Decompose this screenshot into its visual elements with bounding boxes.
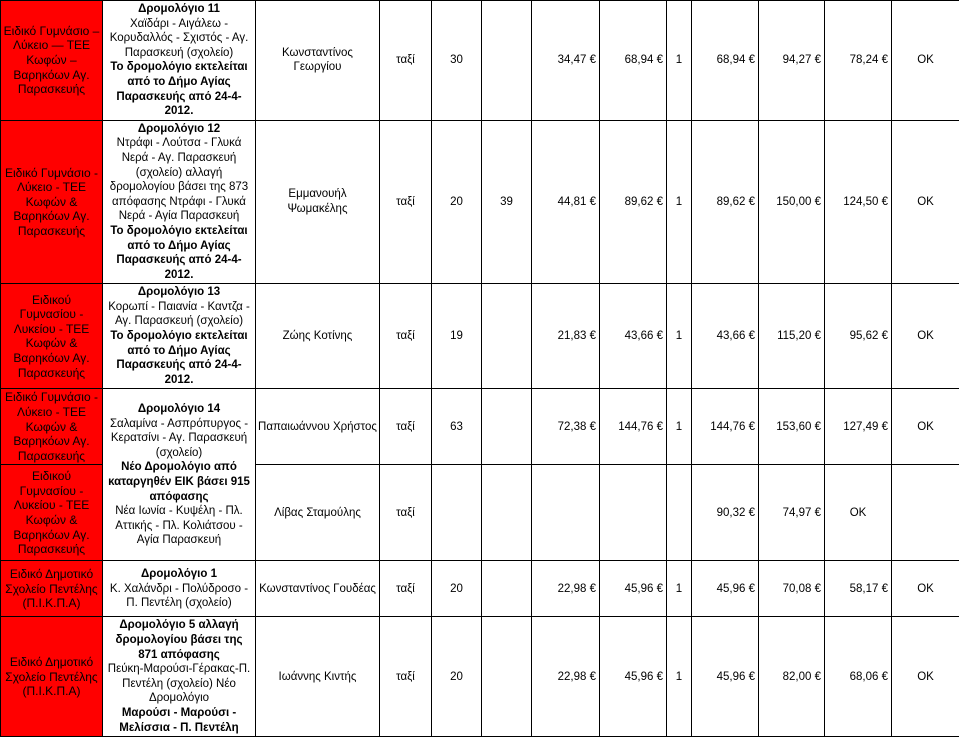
vehicle-type: ταξί xyxy=(380,561,432,617)
amount: 34,47 xyxy=(558,54,587,66)
route-stops: Σαλαμίνα - Ασπρόπυργος - Κερατσίνι - Αγ. Παρασκευή (σχολείο) xyxy=(105,417,253,461)
school-cell: Ειδικό Γυμνάσιο - Λύκειο - ΤΕΕ Κωφών & Βαρηκόων Αγ. Παρασκευής xyxy=(1,120,103,284)
amount: 115,20 xyxy=(777,330,811,342)
euro-sign: € xyxy=(653,330,663,342)
vehicle-type: ταξί xyxy=(380,617,432,737)
students xyxy=(482,284,532,389)
euro-sign: € xyxy=(745,196,755,208)
euro-sign: € xyxy=(745,583,755,595)
driver-name: Εμμανουήλ Ψωμακέλης xyxy=(256,120,380,284)
empty-cell xyxy=(600,465,667,561)
amount: 22,98 xyxy=(558,671,587,683)
route-note: Δρομολόγιο 11 xyxy=(105,2,253,17)
vehicle-type: ταξί xyxy=(380,389,432,465)
route-description xyxy=(103,120,256,284)
amount: 44,81 xyxy=(558,196,587,208)
driver-name: Παπαιωάννου Χρήστος xyxy=(256,389,380,465)
driver-name: Λίβας Σταμούλης xyxy=(256,465,380,561)
empty-cell xyxy=(432,465,482,561)
final-price xyxy=(759,465,825,561)
offer-price xyxy=(759,1,825,121)
total-cost xyxy=(692,561,759,617)
empty-cell xyxy=(667,465,692,561)
route-description xyxy=(103,561,256,617)
table-row xyxy=(1,120,959,284)
status: ΟΚ xyxy=(892,561,959,617)
offer-price xyxy=(759,561,825,617)
euro-sign: € xyxy=(811,671,821,683)
offer-price xyxy=(759,284,825,389)
trips: 1 xyxy=(667,389,692,465)
daily-cost xyxy=(600,389,667,465)
trips: 1 xyxy=(667,617,692,737)
trips: 1 xyxy=(667,561,692,617)
table-row xyxy=(1,284,959,389)
trips: 1 xyxy=(667,284,692,389)
euro-sign: € xyxy=(653,421,663,433)
seats: 63 xyxy=(432,389,482,465)
offer-price xyxy=(759,120,825,284)
amount: 68,06 xyxy=(850,671,879,683)
euro-sign: € xyxy=(811,196,821,208)
euro-sign: € xyxy=(878,330,888,342)
route-note: Το δρομολόγιο εκτελείται από το Δήμο Αγίας Παρασκευής από 24-4-2012. xyxy=(105,60,253,118)
amount: 144,76 xyxy=(710,421,745,433)
amount: 89,62 xyxy=(717,196,746,208)
route-stops: Νέα Ιωνία - Κυψέλη - Πλ. Αττικής - Πλ. Κολιάτσου - Αγία Παρασκευή xyxy=(105,504,253,548)
euro-sign: € xyxy=(811,583,821,595)
table-row xyxy=(1,561,959,617)
amount: 150,00 xyxy=(776,196,811,208)
route-note: Το δρομολόγιο εκτελείται από το Δήμο Αγίας Παρασκευής από 24-4-2012. xyxy=(105,224,253,282)
euro-sign: € xyxy=(878,54,888,66)
euro-sign: € xyxy=(878,196,888,208)
route-note: Νέο Δρομολόγιο από καταργηθέν ΕΙΚ βάσει 915 απόφασης xyxy=(105,460,253,504)
route-stops: Ντράφι - Λούτσα - Γλυκά Νερά - Αγ. Παρασκευή (σχολείο) αλλαγή δρομολογίου βάσει της 873 απόφασης Ντράφι - Γλυκά Νερά - Αγία Παρασκευή xyxy=(105,136,253,224)
euro-sign: € xyxy=(878,671,888,683)
students xyxy=(482,561,532,617)
euro-sign: € xyxy=(811,421,821,433)
amount: 127,49 xyxy=(843,421,878,433)
route-note: Δρομολόγιο 12 xyxy=(105,122,253,137)
euro-sign: € xyxy=(653,196,663,208)
euro-sign: € xyxy=(745,507,755,519)
empty-cell xyxy=(532,465,600,561)
daily-cost xyxy=(600,120,667,284)
euro-sign: € xyxy=(878,421,888,433)
amount: 70,08 xyxy=(783,583,812,595)
cost-per-trip xyxy=(532,1,600,121)
euro-sign: € xyxy=(811,330,821,342)
amount: 144,76 xyxy=(618,421,653,433)
euro-sign: € xyxy=(653,54,663,66)
driver-name: Ιωάννης Κιντής xyxy=(256,617,380,737)
route-description xyxy=(103,389,256,561)
offer-price xyxy=(692,465,759,561)
vehicle-type: ταξί xyxy=(380,465,432,561)
trips: 1 xyxy=(667,120,692,284)
students: 39 xyxy=(482,120,532,284)
status: ΟΚ xyxy=(892,120,959,284)
daily-cost xyxy=(600,284,667,389)
empty-cell xyxy=(482,465,532,561)
route-description xyxy=(103,617,256,737)
total-cost xyxy=(692,120,759,284)
amount: 45,96 xyxy=(625,671,654,683)
route-note: Το δρομολόγιο εκτελείται από το Δήμο Αγίας Παρασκευής από 24-4-2012. xyxy=(105,329,253,387)
euro-sign: € xyxy=(653,583,663,595)
total-cost xyxy=(692,1,759,121)
amount: 89,62 xyxy=(625,196,654,208)
cost-per-trip xyxy=(532,120,600,284)
amount: 90,32 xyxy=(717,507,746,519)
cost-per-trip xyxy=(532,284,600,389)
amount: 21,83 xyxy=(558,330,587,342)
status: ΟΚ xyxy=(892,284,959,389)
students xyxy=(482,1,532,121)
amount: 45,96 xyxy=(625,583,654,595)
final-price xyxy=(825,617,892,737)
driver-name: Ζώης Κοτίνης xyxy=(256,284,380,389)
amount: 68,94 xyxy=(717,54,746,66)
school-cell: Ειδικού Γυμνασίου - Λυκείου - ΤΕΕ Κωφών & Βαρηκόων Αγ. Παρασκευής xyxy=(1,284,103,389)
status: ΟΚ xyxy=(825,465,892,561)
euro-sign: € xyxy=(745,330,755,342)
route-note: Δρομολόγιο 5 αλλαγή δρομολογίου βάσει της 871 απόφασης xyxy=(105,618,253,662)
total-cost xyxy=(692,284,759,389)
seats: 20 xyxy=(432,561,482,617)
school-cell: Ειδικό Γυμνάσιο - Λύκειο - ΤΕΕ Κωφών & Βαρηκόων Αγ. Παρασκευής xyxy=(1,389,103,465)
amount: 22,98 xyxy=(558,583,587,595)
amount: 43,66 xyxy=(625,330,654,342)
amount: 78,24 xyxy=(850,54,879,66)
seats: 20 xyxy=(432,617,482,737)
euro-sign: € xyxy=(586,330,596,342)
route-stops: Χαϊδάρι - Αιγάλεω - Κορυδαλλός - Σχιστός - Αγ. Παρασκευή (σχολείο) xyxy=(105,17,253,61)
school-cell: Ειδικού Γυμνασίου - Λυκείου - ΤΕΕ Κωφών & Βαρηκόων Αγ. Παρασκευής xyxy=(1,465,103,561)
driver-name: Κωνσταντίνος Γεωργίου xyxy=(256,1,380,121)
euro-sign: € xyxy=(878,583,888,595)
final-price xyxy=(825,120,892,284)
euro-sign: € xyxy=(586,421,596,433)
amount: 74,97 xyxy=(783,507,812,519)
final-price xyxy=(825,1,892,121)
seats: 30 xyxy=(432,1,482,121)
amount: 94,27 xyxy=(783,54,812,66)
amount: 124,50 xyxy=(843,196,878,208)
daily-cost xyxy=(600,617,667,737)
daily-cost xyxy=(600,561,667,617)
route-description xyxy=(103,1,256,121)
route-note: Δρομολόγιο 1 xyxy=(105,567,253,582)
school-cell: Ειδικό Δημοτικό Σχολείο Πεντέλης (Π.Ι.Κ.Π.Α) xyxy=(1,561,103,617)
euro-sign: € xyxy=(811,54,821,66)
route-note: Δρομολόγιο 14 xyxy=(105,402,253,417)
amount: 72,38 xyxy=(558,421,587,433)
euro-sign: € xyxy=(586,54,596,66)
euro-sign: € xyxy=(745,421,755,433)
total-cost xyxy=(692,389,759,465)
amount: 45,96 xyxy=(717,583,746,595)
amount: 58,17 xyxy=(850,583,879,595)
total-cost xyxy=(692,617,759,737)
amount: 82,00 xyxy=(783,671,812,683)
route-stops: Κ. Χαλάνδρι - Πολύδροσο - Π. Πεντέλη (σχολείο) xyxy=(105,582,253,611)
driver-name: Κωνσταντίνος Γουδέας xyxy=(256,561,380,617)
amount: 43,66 xyxy=(717,330,746,342)
route-description xyxy=(103,284,256,389)
euro-sign: € xyxy=(745,671,755,683)
route-note: Μαρούσι - Μαρούσι - Μελίσσια - Π. Πεντέλη xyxy=(105,706,253,735)
vehicle-type: ταξί xyxy=(380,120,432,284)
cost-per-trip xyxy=(532,617,600,737)
table-row xyxy=(1,389,959,465)
table-row xyxy=(1,617,959,737)
route-stops: Πεύκη-Μαρούσι-Γέρακας-Π. Πεντέλη (σχολείο) Νέο Δρομολόγιο xyxy=(105,662,253,706)
students xyxy=(482,389,532,465)
school-cell: Ειδικό Δημοτικό Σχολείο Πεντέλης (Π.Ι.Κ.Π.Α) xyxy=(1,617,103,737)
final-price xyxy=(825,284,892,389)
euro-sign: € xyxy=(586,196,596,208)
students xyxy=(482,617,532,737)
final-price xyxy=(825,389,892,465)
status: ΟΚ xyxy=(892,1,959,121)
status: ΟΚ xyxy=(892,389,959,465)
cost-per-trip xyxy=(532,561,600,617)
seats: 20 xyxy=(432,120,482,284)
euro-sign: € xyxy=(811,507,821,519)
trips: 1 xyxy=(667,1,692,121)
amount: 45,96 xyxy=(717,671,746,683)
final-price xyxy=(825,561,892,617)
daily-cost xyxy=(600,1,667,121)
amount: 95,62 xyxy=(850,330,879,342)
euro-sign: € xyxy=(586,671,596,683)
amount: 68,94 xyxy=(625,54,654,66)
seats: 19 xyxy=(432,284,482,389)
vehicle-type: ταξί xyxy=(380,1,432,121)
amount: 153,60 xyxy=(776,421,811,433)
table-row xyxy=(1,1,959,121)
euro-sign: € xyxy=(653,671,663,683)
status: ΟΚ xyxy=(892,617,959,737)
offer-price xyxy=(759,389,825,465)
cost-per-trip xyxy=(532,389,600,465)
vehicle-type: ταξί xyxy=(380,284,432,389)
route-stops: Κορωπί - Παιανία - Καντζα - Αγ. Παρασκευή (σχολείο) xyxy=(105,300,253,329)
school-cell: Ειδικό Γυμνάσιο – Λύκειο — ΤΕΕ Κωφών – Βαρηκόων Αγ. Παρασκευής xyxy=(1,1,103,121)
offer-price xyxy=(759,617,825,737)
euro-sign: € xyxy=(745,54,755,66)
route-note: Δρομολόγιο 13 xyxy=(105,285,253,300)
euro-sign: € xyxy=(586,583,596,595)
